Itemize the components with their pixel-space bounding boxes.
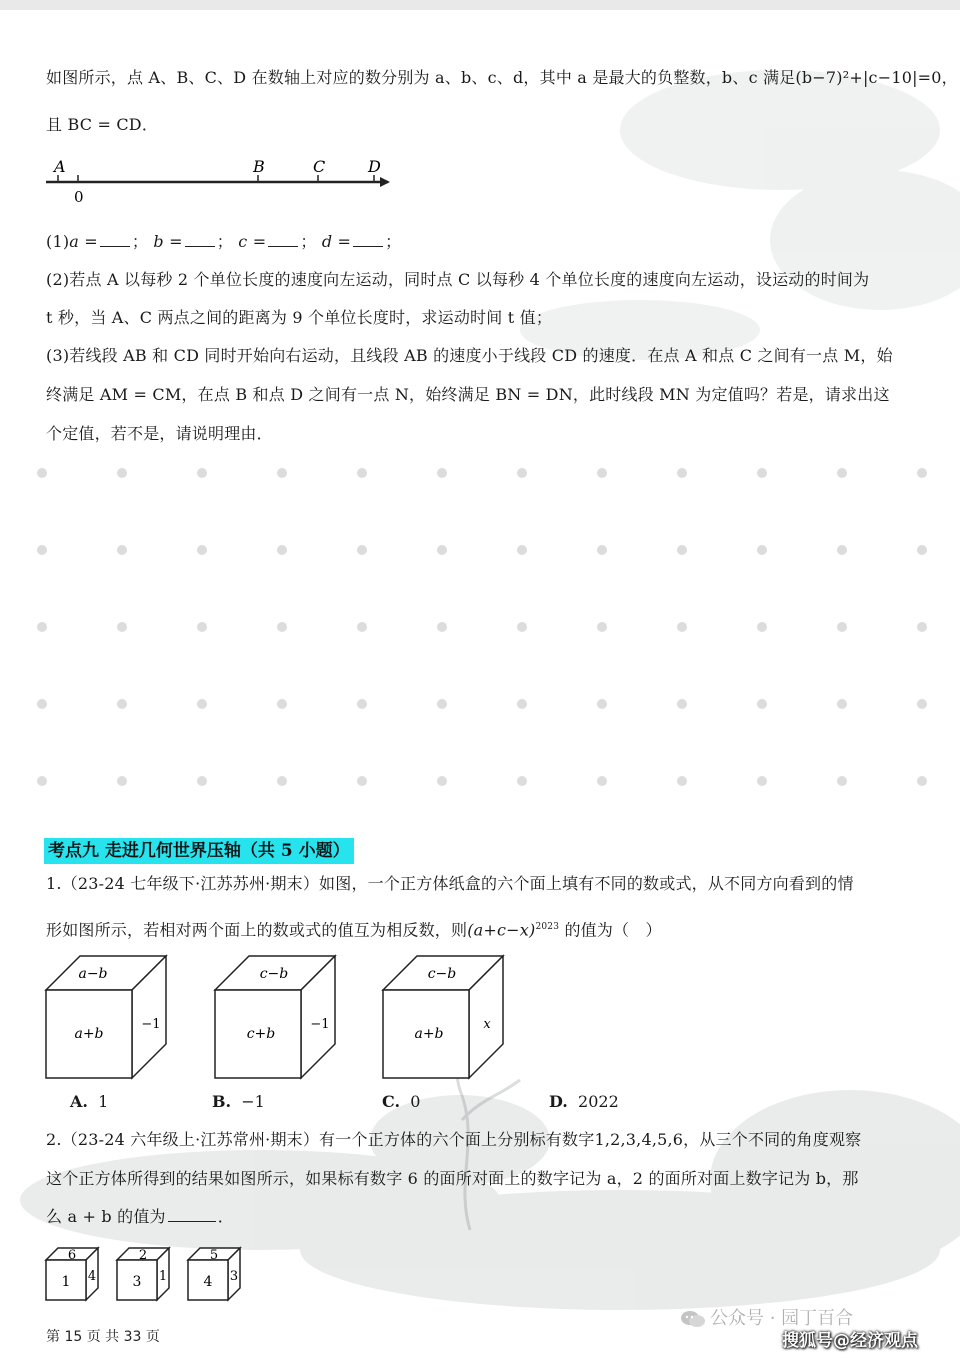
q1-cube-2-side: −1 xyxy=(310,1017,330,1032)
q2-cube-1-side: 4 xyxy=(87,1269,97,1284)
option-d[interactable] xyxy=(549,1092,619,1112)
grid-dot xyxy=(677,545,687,555)
option-b-value: −1 xyxy=(241,1092,265,1111)
separator: ； xyxy=(300,232,317,251)
grid-dot xyxy=(597,622,607,632)
point-c-label: C xyxy=(313,157,326,176)
grid-dot xyxy=(597,545,607,555)
grid-dot xyxy=(597,699,607,709)
answer-b-blank[interactable] xyxy=(185,232,215,247)
grid-dot xyxy=(277,545,287,555)
option-c[interactable] xyxy=(382,1092,420,1112)
answer-c-blank[interactable] xyxy=(268,232,298,247)
answer-c-label: c = xyxy=(238,232,267,251)
q1-cube-3-top: c−b xyxy=(427,966,457,982)
grid-dot xyxy=(357,776,367,786)
grid-dot xyxy=(677,699,687,709)
question-3-line-2: 终满足 AM = CM，在点 B 和点 D 之间有一点 N，始终满足 BN = DN，此时线段 MN 为定值吗？若是，请求出这 xyxy=(46,385,890,404)
grid-dot xyxy=(277,622,287,632)
grid-dot xyxy=(757,468,767,478)
answer-d-blank[interactable] xyxy=(353,232,383,247)
question-2-line-2: t 秒，当 A、C 两点之间的距离为 9 个单位长度时，求运动时间 t 值； xyxy=(46,308,553,327)
q2-stem-line-1: 2.（23-24 六年级上·江苏常州·期末）有一个正方体的六个面上分别标有数字1,2,3,4,5,6，从三个不同的角度观察 xyxy=(46,1130,862,1149)
question-3-line-1: (3)若线段 AB 和 CD 同时开始向右运动，且线段 AB 的速度小于线段 CD 的速度．在点 A 和点 C 之间有一点 M，始 xyxy=(46,346,893,365)
q2-stem-tail: ． xyxy=(217,1207,234,1226)
q2-stem-text: 么 a + b 的值为 xyxy=(46,1207,166,1226)
grid-dot xyxy=(437,468,447,478)
problem-intro: 如图所示，点 A、B、C、D 在数轴上对应的数分别为 a、b、c、d，其中 a 是最大的负整数，b、c 满足(b−7)²+|c−10|=0， xyxy=(46,68,958,87)
separator: ； xyxy=(131,232,149,251)
grid-dot xyxy=(837,545,847,555)
number-line-arrow xyxy=(380,177,390,187)
grid-dot xyxy=(117,622,127,632)
question-3-line-3: 个定值，若不是，请说明理由． xyxy=(46,424,273,443)
q1-stem-text: 形如图所示，若相对两个面上的数或式的值互为相反数，则 xyxy=(46,920,468,940)
problem-intro-condition: 且 BC = CD． xyxy=(46,115,159,134)
q2-cube-figures xyxy=(40,1244,260,1306)
point-b-label: B xyxy=(253,157,265,176)
grid-dot xyxy=(37,699,47,709)
grid-dot xyxy=(197,699,207,709)
grid-dot xyxy=(597,468,607,478)
grid-dot xyxy=(837,468,847,478)
q1-cube-1-top: a−b xyxy=(78,966,108,982)
q1-expression: (a+c−x) xyxy=(467,920,536,940)
option-c-value: 0 xyxy=(410,1092,421,1111)
grid-dot xyxy=(357,699,367,709)
grid-dot xyxy=(917,468,927,478)
q1-cube-3-front: a+b xyxy=(414,1026,444,1042)
q1-exponent: 2023 xyxy=(535,922,560,932)
option-d-letter: D. xyxy=(549,1092,568,1111)
grid-dot xyxy=(37,468,47,478)
option-a-value: 1 xyxy=(98,1092,109,1111)
grid-dot xyxy=(677,776,687,786)
grid-dot xyxy=(757,776,767,786)
q1-cube-1 xyxy=(46,956,166,1078)
number-line-figure xyxy=(40,150,410,210)
grid-dot xyxy=(837,776,847,786)
grid-dot xyxy=(437,622,447,632)
grid-dot xyxy=(917,545,927,555)
grid-dot xyxy=(437,699,447,709)
grid-dot xyxy=(517,699,527,709)
grid-dot xyxy=(917,622,927,632)
question-1 xyxy=(46,232,401,252)
grid-dot xyxy=(357,622,367,632)
grid-dot xyxy=(37,776,47,786)
q1-stem-tail: 的值为（ ） xyxy=(559,920,662,940)
q2-cube-2-front: 3 xyxy=(132,1274,142,1290)
question-2-line-1: (2)若点 A 以每秒 2 个单位长度的速度向左运动，同时点 C 以每秒 4 个单位长度的速度向左运动，设运动的时间为 xyxy=(46,270,870,289)
grid-dot xyxy=(117,545,127,555)
grid-dot xyxy=(517,776,527,786)
point-d-label: D xyxy=(368,157,381,176)
grid-dot xyxy=(437,776,447,786)
grid-dot xyxy=(517,468,527,478)
q2-cube-3 xyxy=(188,1248,240,1300)
q1-cube-1-side: −1 xyxy=(141,1017,161,1032)
separator: ； xyxy=(216,232,233,251)
answer-b-label: b = xyxy=(153,232,183,251)
grid-dot xyxy=(437,545,447,555)
grid-dot xyxy=(597,776,607,786)
q2-cube-2 xyxy=(117,1248,169,1300)
grid-dot xyxy=(757,545,767,555)
grid-dot xyxy=(277,776,287,786)
grid-dot xyxy=(357,545,367,555)
q1-cube-1-front: a+b xyxy=(74,1026,104,1042)
grid-dot xyxy=(117,699,127,709)
q1-cube-2-front: c+b xyxy=(246,1026,276,1042)
grid-dot xyxy=(677,468,687,478)
separator: ； xyxy=(385,232,402,251)
q2-cube-3-top: 5 xyxy=(209,1248,219,1263)
q1-cube-2-top: c−b xyxy=(259,966,289,982)
option-b-letter: B. xyxy=(212,1092,232,1111)
grid-dot xyxy=(197,545,207,555)
q2-cube-1-top: 6 xyxy=(67,1248,77,1263)
grid-dot xyxy=(277,699,287,709)
grid-dot xyxy=(197,622,207,632)
q2-answer-blank[interactable] xyxy=(168,1207,216,1222)
grid-dot xyxy=(757,699,767,709)
answer-d-label: d = xyxy=(321,232,352,251)
q2-cube-1 xyxy=(46,1248,98,1300)
q2-cube-1-front: 1 xyxy=(61,1274,71,1290)
option-b[interactable] xyxy=(212,1092,265,1112)
origin-label: 0 xyxy=(74,188,84,206)
grid-dot xyxy=(37,545,47,555)
grid-dot xyxy=(197,776,207,786)
grid-dot xyxy=(677,622,687,632)
grid-dot xyxy=(117,468,127,478)
q2-stem-line-2: 这个正方体所得到的结果如图所示，如果标有数字 6 的面所对面上的数字记为 a，2 的面所对面上数字记为 b，那 xyxy=(46,1169,859,1188)
q1-cube-2 xyxy=(215,956,335,1078)
page-number: 第 15 页 共 33 页 xyxy=(46,1329,160,1345)
option-c-letter: C. xyxy=(382,1092,401,1111)
q2-cube-2-side: 1 xyxy=(158,1269,168,1284)
q2-cube-3-front: 4 xyxy=(203,1274,213,1290)
answer-a-blank[interactable] xyxy=(100,232,130,247)
grid-dot xyxy=(757,622,767,632)
q1-cube-figures xyxy=(40,950,540,1090)
grid-dot xyxy=(917,699,927,709)
sohu-watermark: 搜狐号@经济观点 xyxy=(782,1331,918,1351)
option-a-letter: A. xyxy=(70,1092,88,1111)
grid-dot xyxy=(117,776,127,786)
q2-cube-3-side: 3 xyxy=(229,1269,239,1284)
q1-cube-3 xyxy=(383,956,503,1078)
grid-dot xyxy=(197,468,207,478)
q1-cube-3-side: x xyxy=(483,1017,491,1032)
wechat-watermark-text: 公众号 · 园丁百合 xyxy=(710,1308,854,1329)
grid-dot xyxy=(517,622,527,632)
grid-dot xyxy=(917,776,927,786)
point-a-label: A xyxy=(54,157,66,176)
q1-stem-line-1: 1.（23-24 七年级下·江苏苏州·期末）如图，一个正方体纸盒的六个面上填有不同的数或式，从不同方向看到的情 xyxy=(46,874,854,893)
question-1-number: (1) xyxy=(46,232,70,251)
grid-dot xyxy=(37,622,47,632)
option-d-value: 2022 xyxy=(578,1092,619,1111)
answer-a-label: a = xyxy=(69,232,98,251)
wechat-icon xyxy=(680,1309,706,1329)
top-bar xyxy=(0,0,960,10)
section-title: 考点九 走进几何世界压轴（共 5 小题） xyxy=(44,838,354,864)
grid-dot xyxy=(357,468,367,478)
grid-dot xyxy=(277,468,287,478)
q1-stem-line-2 xyxy=(46,917,662,940)
q2-stem-line-3 xyxy=(46,1207,234,1227)
grid-dot xyxy=(837,622,847,632)
grid-dot xyxy=(517,545,527,555)
option-a[interactable] xyxy=(70,1092,108,1112)
grid-dot xyxy=(837,699,847,709)
q2-cube-2-top: 2 xyxy=(138,1248,148,1263)
